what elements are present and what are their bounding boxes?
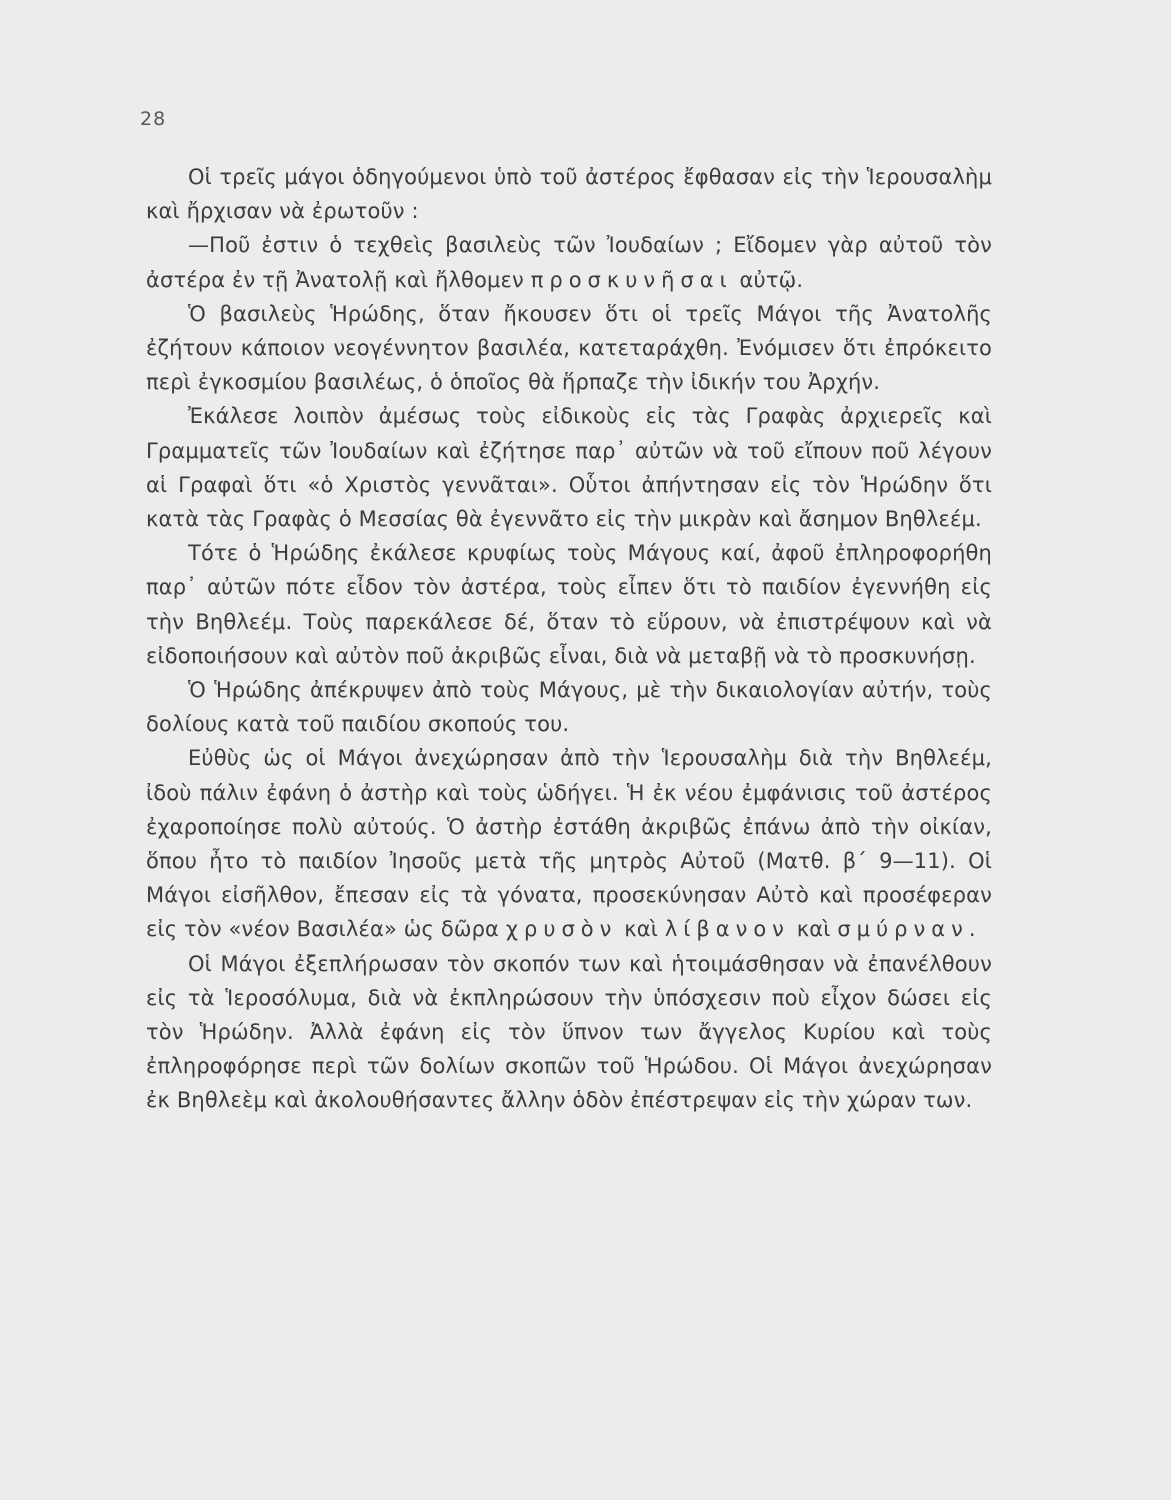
- paragraph: [146, 741, 992, 946]
- spaced-emphasis-text: χρυσὸν: [505, 917, 618, 942]
- paragraph-text: —Ποῦ ἐστιν ὁ τεχθεὶς βασιλεὺς τῶν Ἰουδαίων ; Εἴδομεν γὰρ αὐτοῦ τὸν ἀστέρα ἐν τῇ Ἀνατολῇ καὶ ἤλθομεν: [146, 233, 992, 292]
- paragraph-text: Οἱ Μάγοι ἐξεπλήρωσαν τὸν σκοπόν των καὶ ἡτοιμάσθησαν νὰ ἐπανέλθουν εἰς τὰ Ἱεροσόλυμα, διὰ νὰ ἐκπληρώσουν τὴν ὑπόσχεσιν ποὺ εἶχον δώσει εἰς τὸν Ἡρώδην. Ἀλλὰ ἐφάνη εἰς τὸν ὕπνον των ἄγγελος Κυρίου καὶ τοὺς ἐπληροφόρησε περὶ τῶν δολίων σκοπῶν τοῦ Ἡρώδου. Οἱ Μάγοι ἀνεχώρησαν ἐκ Βηθλεὲμ καὶ ἀκολουθήσαντες ἄλλην ὁδὸν ἐπέστρεψαν εἰς τὴν χώραν των.: [146, 951, 992, 1113]
- paragraph: [146, 947, 992, 1118]
- paragraph-text: Ἐκάλεσε λοιπὸν ἀμέσως τοὺς εἰδικοὺς εἰς τὰς Γραφὰς ἀρχιερεῖς καὶ Γραμματεῖς τῶν Ἰουδαίων καὶ ἐζήτησε παρ᾽ αὐτῶν νὰ τοῦ εἴπουν ποῦ λέγουν αἱ Γραφαὶ ὅτι «ὁ Χριστὸς γεννᾶται». Οὗτοι ἀπήντησαν εἰς τὸν Ἡρώδην ὅτι κατὰ τὰς Γραφὰς ὁ Μεσσίας θὰ ἐγεννᾶτο εἰς τὴν μικρὰν καὶ ἄσημον Βηθλεέμ.: [146, 404, 992, 532]
- paragraph-text: καὶ: [617, 917, 665, 942]
- paragraph-text: .: [968, 917, 976, 942]
- paragraph-text: Εὐθὺς ὡς οἱ Μάγοι ἀνεχώρησαν ἀπὸ τὴν Ἱερουσαλὴμ διὰ τὴν Βηθλεέμ, ἰδοὺ πάλιν ἐφάνη ὁ ἀστὴρ καὶ τοὺς ὡδήγει. Ἡ ἐκ νέου ἐμφάνισις τοῦ ἀστέρος ἐχαροποίησε πολὺ αὐτούς. Ὁ ἀστὴρ ἐστάθη ἀκριβῶς ἐπάνω ἀπὸ τὴν οἰκίαν, ὅπου ἦτο τὸ παιδίον Ἰησοῦς μετὰ τῆς μητρὸς Αὐτοῦ (Ματθ. β´ 9—11). Οἱ Μάγοι εἰσῆλθον, ἔπεσαν εἰς τὰ γόνατα, προσεκύνησαν Αὐτὸ καὶ προσέφεραν εἰς τὸν «νέον Βασιλέα» ὡς δῶρα: [146, 746, 992, 942]
- spaced-emphasis-text: σμύρναν: [837, 917, 969, 942]
- body-text: [146, 160, 992, 1118]
- paragraph-text: Ὁ βασιλεὺς Ἡρώδης, ὅταν ἤκουσεν ὅτι οἱ τρεῖς Μάγοι τῆς Ἀνατολῆς ἐζήτουν κάποιον νεογέννητον βασιλέα, κατεταράχθη. Ἐνόμισεν ὅτι ἐπρόκειτο περὶ ἐγκοσμίου βασιλέως, ὁ ὁποῖος θὰ ἥρπαζε τὴν ἰδικήν του Ἀρχήν.: [146, 301, 992, 395]
- paragraph: [146, 673, 992, 741]
- paragraph: [146, 536, 992, 673]
- paragraph-text: Ὁ Ἡρώδης ἀπέκρυψεν ἀπὸ τοὺς Μάγους, μὲ τὴν δικαιολογίαν αὐτήν, τοὺς δολίους κατὰ τοῦ παιδίου σκοπούς του.: [146, 678, 992, 737]
- paragraph: [146, 399, 992, 536]
- page-number: 28: [140, 108, 167, 130]
- paragraph-text: Οἱ τρεῖς μάγοι ὁδηγούμενοι ὑπὸ τοῦ ἀστέρος ἔφθασαν εἰς τὴν Ἱερουσαλὴμ καὶ ἤρχισαν νὰ ἐρωτοῦν :: [146, 165, 992, 224]
- paragraph-text: αὐτῷ.: [732, 267, 804, 292]
- paragraph: [146, 160, 992, 228]
- paragraph-text: καὶ: [789, 917, 838, 942]
- spaced-emphasis-text: προσκυνῆσαι: [530, 267, 733, 292]
- paragraph-text: Τότε ὁ Ἡρώδης ἐκάλεσε κρυφίως τοὺς Μάγους καί, ἀφοῦ ἐπληροφορήθη παρ᾽ αὐτῶν πότε εἶδον τὸν ἀστέρα, τοὺς εἶπεν ὅτι τὸ παιδίον ἐγεννήθη εἰς τὴν Βηθλεέμ. Τοὺς παρεκάλεσε δέ, ὅταν τὸ εὕρουν, νὰ ἐπιστρέψουν καὶ νὰ εἰδοποιήσουν καὶ αὐτὸν ποῦ ἀκριβῶς εἶναι, διὰ νὰ μεταβῇ νὰ τὸ προσκυνήσῃ.: [146, 541, 992, 668]
- paragraph: [146, 228, 992, 296]
- spaced-emphasis-text: λίβανον: [664, 917, 790, 942]
- paragraph: [146, 297, 992, 400]
